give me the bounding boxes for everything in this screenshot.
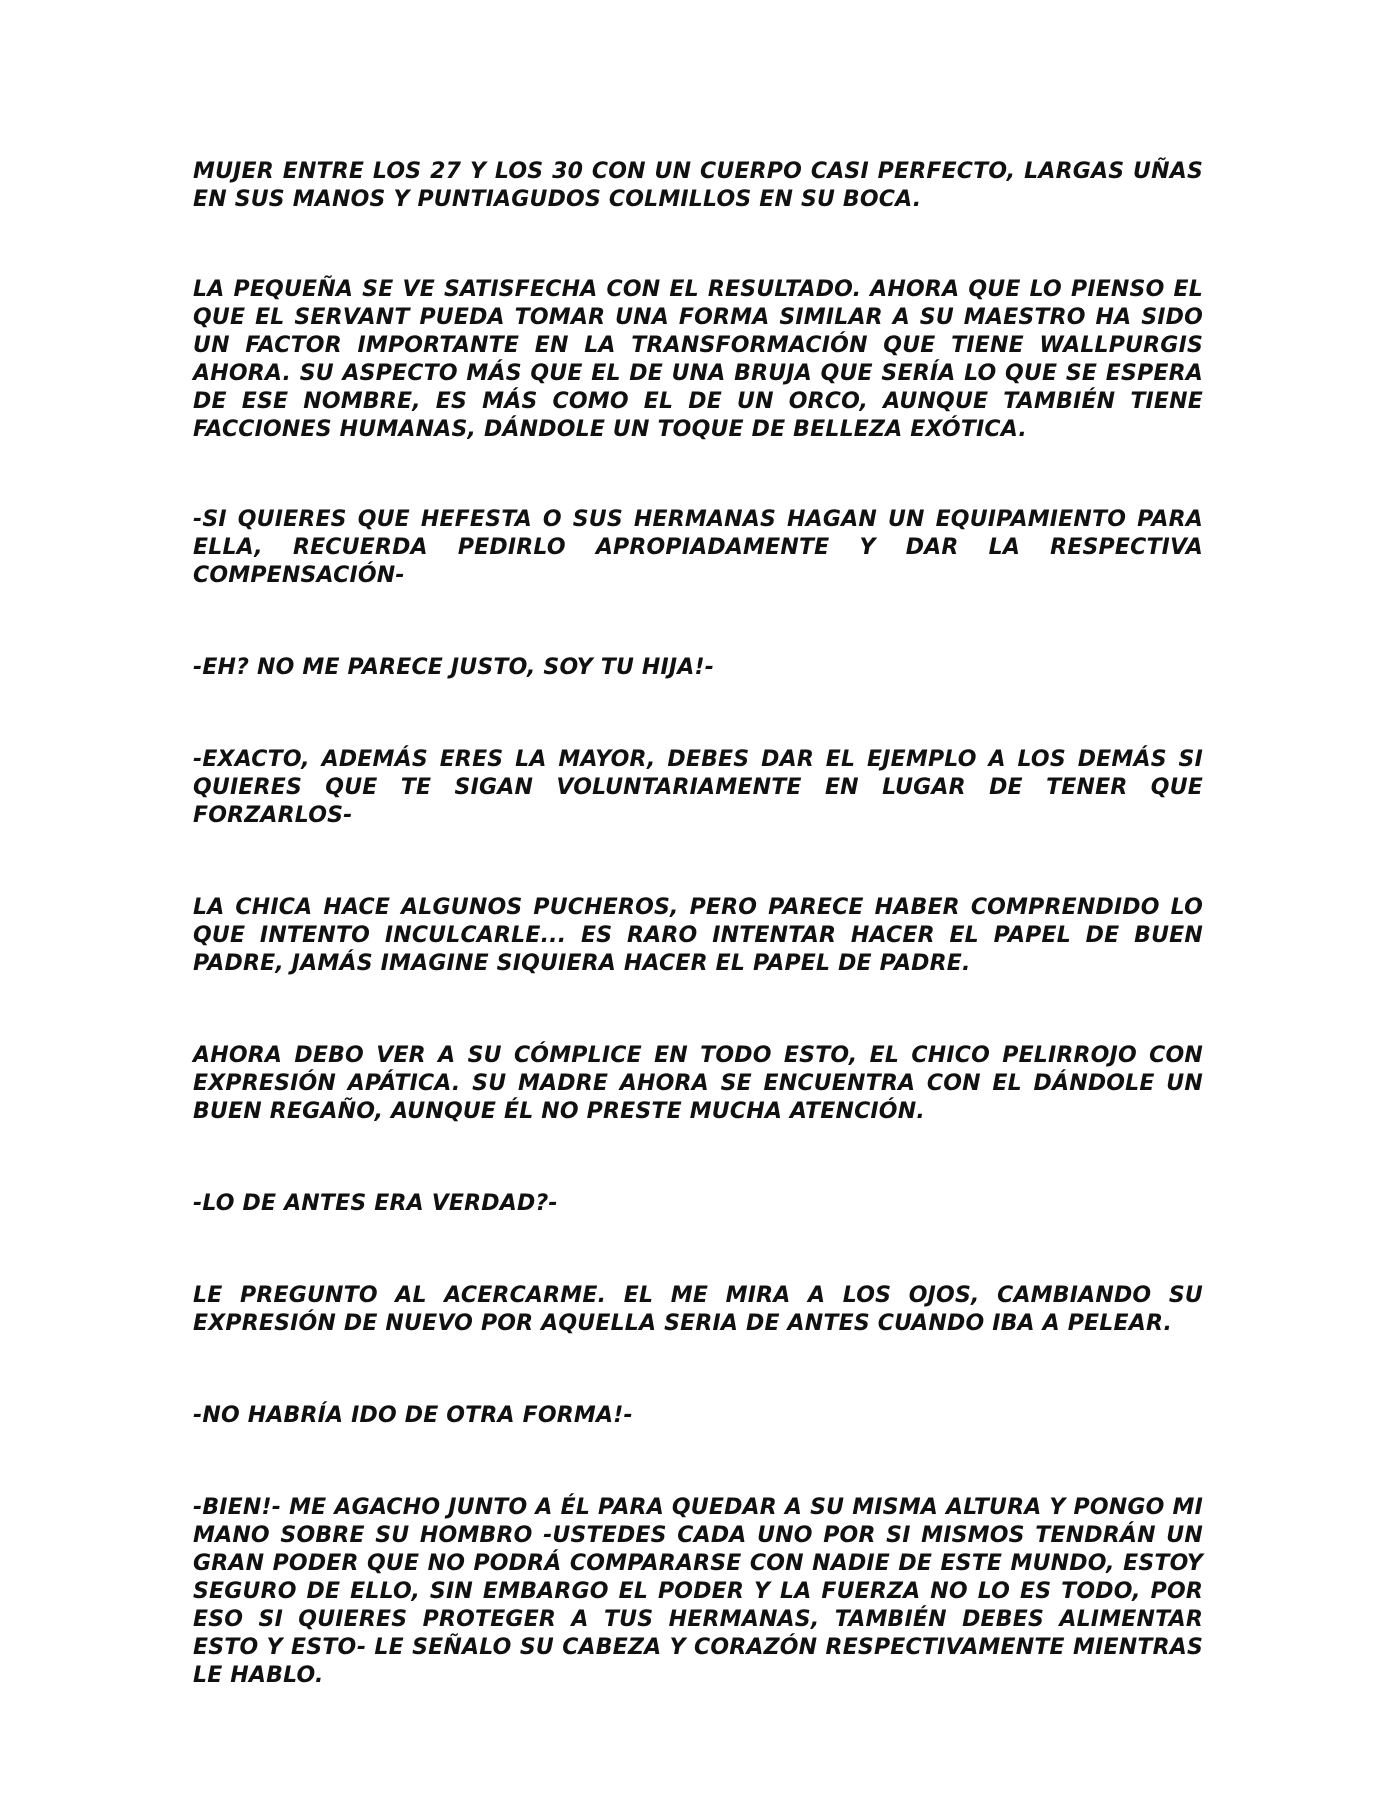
paragraph-11: -BIEN!- ME AGACHO JUNTO A ÉL PARA QUEDAR A SU MISMA ALTURA Y PONGO MI MANO SOBRE SU HOMBRO -USTEDES CADA UNO POR SI MISMOS TENDRÁN UN GRAN PODER QUE NO PODRÁ COMPARARSE CON NADIE DE ESTE MUNDO, ESTOY SEGURO DE ELLO, SIN EMBARGO EL PODER Y LA FUERZA NO LO ES TODO, POR ESO SI QUIERES PROTEGER A TUS HERMANAS, TAMBIÉN DEBES ALIMENTAR ESTO Y ESTO- LE SEÑALO SU CABEZA Y CORAZÓN RESPECTIVAMENTE MIENTRAS LE HABLO. <box>193 1495 1203 1688</box>
paragraph-6: LA CHICA HACE ALGUNOS PUCHEROS, PERO PARECE HABER COMPRENDIDO LO QUE INTENTO INCULCARLE... ES RARO INTENTAR HACER EL PAPEL DE BUEN PADRE, JAMÁS IMAGINE SIQUIERA HACER EL PAPEL DE PADRE. <box>193 895 1203 976</box>
paragraph-8: -LO DE ANTES ERA VERDAD?- <box>193 1191 558 1216</box>
paragraph-5: -EXACTO, ADEMÁS ERES LA MAYOR, DEBES DAR EL EJEMPLO A LOS DEMÁS SI QUIERES QUE TE SIGAN VOLUNTARIAMENTE EN LUGAR DE TENER QUE FORZARLOS- <box>193 747 1203 828</box>
paragraph-9: LE PREGUNTO AL ACERCARME. EL ME MIRA A LOS OJOS, CAMBIANDO SU EXPRESIÓN DE NUEVO POR AQUELLA SERIA DE ANTES CUANDO IBA A PELEAR. <box>193 1283 1203 1336</box>
text-column <box>193 158 1203 1690</box>
paragraph-10: -NO HABRÍA IDO DE OTRA FORMA!- <box>193 1403 633 1428</box>
paragraph-7: AHORA DEBO VER A SU CÓMPLICE EN TODO ESTO, EL CHICO PELIRROJO CON EXPRESIÓN APÁTICA. SU MADRE AHORA SE ENCUENTRA CON EL DÁNDOLE UN BUEN REGAÑO, AUNQUE ÉL NO PRESTE MUCHA ATENCIÓN. <box>193 1043 1203 1124</box>
paragraph-4: -EH? NO ME PARECE JUSTO, SOY TU HIJA!- <box>193 655 715 680</box>
paragraph-1: MUJER ENTRE LOS 27 Y LOS 30 CON UN CUERPO CASI PERFECTO, LARGAS UÑAS EN SUS MANOS Y PUNTIAGUDOS COLMILLOS EN SU BOCA. <box>193 159 1203 212</box>
paragraph-3: -SI QUIERES QUE HEFESTA O SUS HERMANAS HAGAN UN EQUIPAMIENTO PARA ELLA, RECUERDA PEDIRLO APROPIADAMENTE Y DAR LA RESPECTIVA COMPENSACIÓN- <box>193 507 1203 588</box>
paragraph-2: LA PEQUEÑA SE VE SATISFECHA CON EL RESULTADO. AHORA QUE LO PIENSO EL QUE EL SERVANT PUEDA TOMAR UNA FORMA SIMILAR A SU MAESTRO HA SIDO UN FACTOR IMPORTANTE EN LA TRANSFORMACIÓN QUE TIENE WALLPURGIS AHORA. SU ASPECTO MÁS QUE EL DE UNA BRUJA QUE SERÍA LO QUE SE ESPERA DE ESE NOMBRE, ES MÁS COMO EL DE UN ORCO, AUNQUE TAMBIÉN TIENE FACCIONES HUMANAS, DÁNDOLE UN TOQUE DE BELLEZA EXÓTICA. <box>193 277 1203 442</box>
